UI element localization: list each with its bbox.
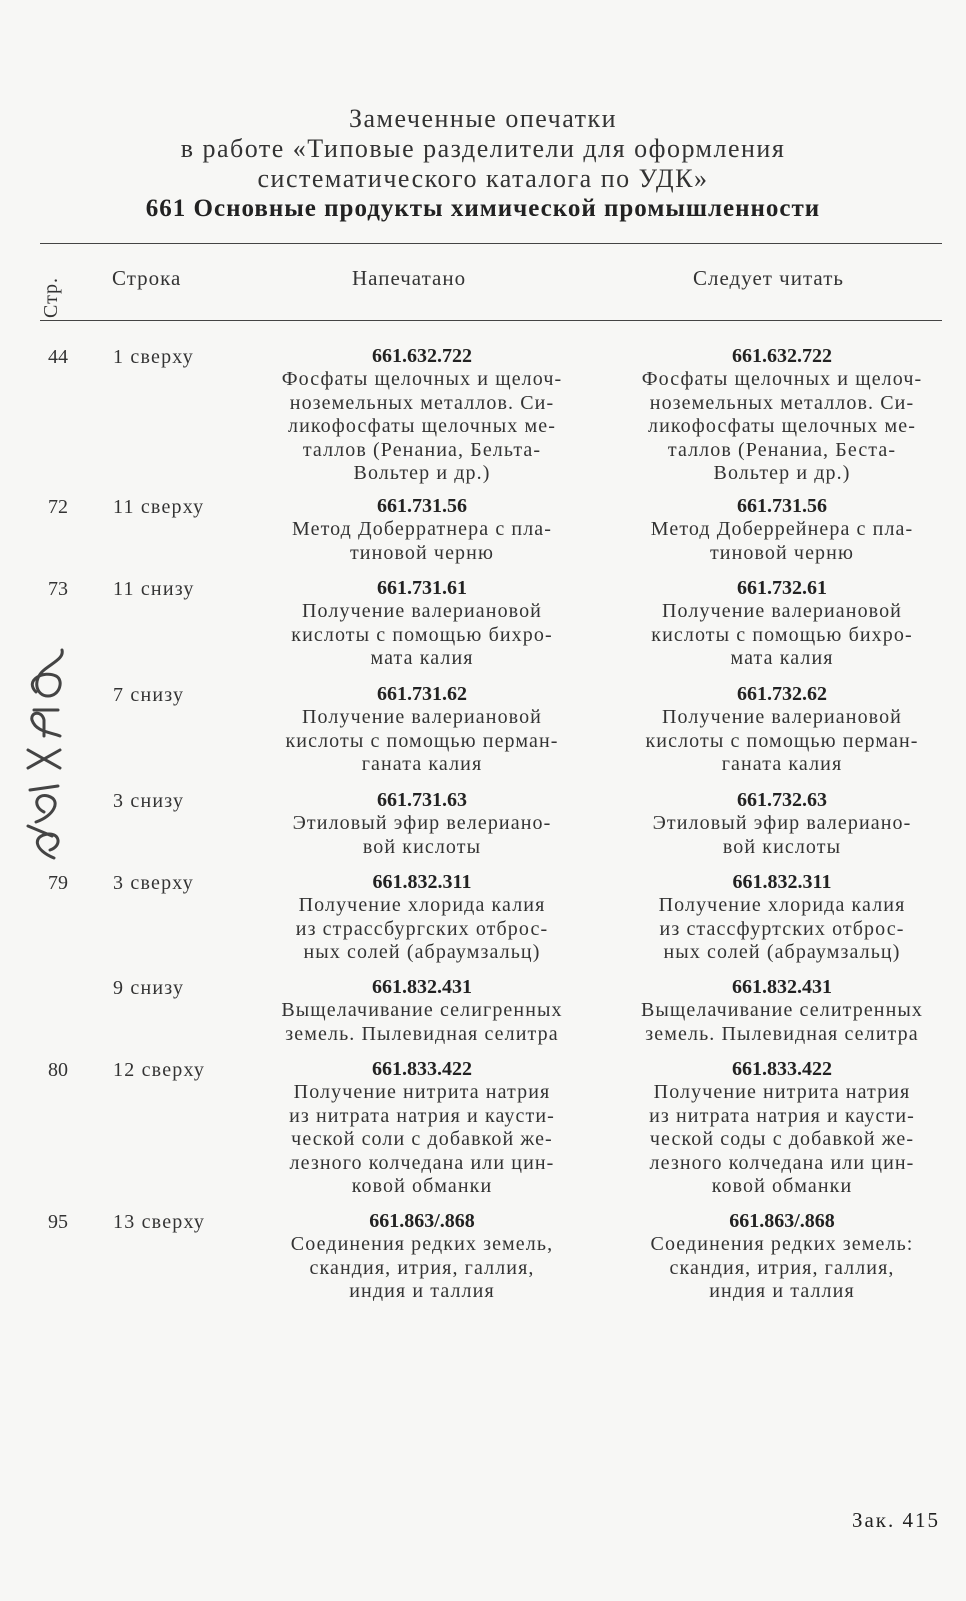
correct-text: Метод Доберрейнера с пла- тиновой черню bbox=[650, 518, 914, 564]
entry-printed bbox=[252, 870, 592, 965]
entry-correct bbox=[612, 494, 952, 565]
entry-row: 11 сверху bbox=[113, 496, 205, 518]
header-line-2: в работе «Типовые разделители для оформления bbox=[180, 134, 786, 163]
entry-row: 13 сверху bbox=[113, 1211, 206, 1233]
entry-printed bbox=[252, 1057, 592, 1199]
errata-entry bbox=[0, 975, 966, 1049]
entry-printed bbox=[252, 1209, 592, 1304]
correct-text: Соединения редких земель: скандия, итрия, галлия, индия и таллия bbox=[650, 1233, 914, 1302]
errata-entry bbox=[0, 788, 966, 862]
entry-row: 9 снизу bbox=[113, 977, 185, 999]
printed-code: 661.832.431 bbox=[372, 976, 472, 998]
printed-code: 661.731.63 bbox=[377, 789, 467, 811]
correct-code: 661.863/.868 bbox=[729, 1210, 835, 1232]
entry-correct bbox=[612, 1209, 952, 1304]
printed-code: 661.731.61 bbox=[377, 577, 467, 599]
entry-correct bbox=[612, 576, 952, 671]
column-header-correct: Следует читать bbox=[693, 266, 844, 290]
entry-printed bbox=[252, 975, 592, 1046]
printed-code: 661.632.722 bbox=[372, 345, 472, 367]
correct-code: 661.731.56 bbox=[737, 495, 827, 517]
correct-code: 661.632.722 bbox=[732, 345, 832, 367]
entry-row: 11 снизу bbox=[113, 578, 195, 600]
correct-code: 661.833.422 bbox=[732, 1058, 832, 1080]
entry-row: 3 снизу bbox=[113, 790, 185, 812]
entry-correct bbox=[612, 870, 952, 965]
entry-page: 44 bbox=[48, 346, 68, 368]
correct-code: 661.732.61 bbox=[737, 577, 827, 599]
printed-text: Метод Доберратнера с пла- тиновой черню bbox=[291, 518, 553, 564]
printed-text: Выщелачивание селигренных земель. Пылевидная селитра bbox=[281, 999, 563, 1045]
printed-code: 661.832.311 bbox=[372, 871, 472, 893]
correct-text: Получение валериановой кислоты с помощью перман- ганата калия bbox=[645, 706, 919, 775]
printed-code: 661.731.56 bbox=[377, 495, 467, 517]
correct-text: Получение нитрита натрия из нитрата натрия и каусти- ческой соды с добавкой же- лезного колчедана или цин- ковой обманки bbox=[649, 1081, 915, 1197]
entry-correct bbox=[612, 682, 952, 777]
correct-text: Фосфаты щелочных и щелоч- ноземельных металлов. Си- ликофосфаты щелочных ме- таллов (Ренаниа, Беста- Вольтер и др.) bbox=[641, 368, 923, 484]
column-header-page-label: Стр. bbox=[40, 276, 62, 318]
correct-code: 661.732.62 bbox=[737, 683, 827, 705]
entry-page: 80 bbox=[48, 1059, 68, 1081]
handwritten-signature bbox=[14, 640, 74, 870]
correct-text: Выщелачивание селитренных земель. Пылевидная селитра bbox=[640, 999, 924, 1045]
entry-row: 12 сверху bbox=[113, 1059, 206, 1081]
entry-row: 3 сверху bbox=[113, 872, 194, 894]
printed-text: Получение нитрита натрия из нитрата натрия и каусти- ческой соли с добавкой же- лезного колчедана или цин- ковой обманки bbox=[289, 1081, 555, 1197]
errata-entry bbox=[0, 682, 966, 780]
entry-row: 1 сверху bbox=[113, 346, 194, 368]
errata-list bbox=[0, 344, 966, 1317]
entry-correct bbox=[612, 788, 952, 859]
printed-text: Соединения редких земель, скандия, итрия, галлия, индия и таллия bbox=[290, 1233, 554, 1302]
entry-correct bbox=[612, 975, 952, 1046]
printed-text: Получение валериановой кислоты с помощью бихро- мата калия bbox=[291, 600, 553, 669]
entry-row: 7 снизу bbox=[113, 684, 185, 706]
entry-printed bbox=[252, 494, 592, 565]
printed-text: Получение валериановой кислоты с помощью перман- ганата калия bbox=[285, 706, 559, 775]
header-line-4: 661 Основные продукты химической промышленности bbox=[145, 195, 821, 222]
entry-page: 73 bbox=[48, 578, 68, 600]
errata-entry bbox=[0, 576, 966, 674]
entry-printed bbox=[252, 576, 592, 671]
correct-text: Этиловый эфир валериано- вой кислоты bbox=[652, 812, 912, 858]
header-rule bbox=[40, 320, 942, 321]
errata-entry bbox=[0, 344, 966, 486]
errata-entry bbox=[0, 494, 966, 568]
entry-printed bbox=[252, 344, 592, 486]
errata-entry bbox=[0, 1209, 966, 1309]
column-header-row: Строка bbox=[112, 266, 182, 290]
column-header-printed: Напечатано bbox=[352, 266, 467, 290]
printed-text: Фосфаты щелочных и щелоч- ноземельных металлов. Си- ликофосфаты щелочных ме- таллов (Ренаниа, Бельта- Вольтер и др.) bbox=[281, 368, 563, 484]
printed-code: 661.863/.868 bbox=[369, 1210, 475, 1232]
entry-printed bbox=[252, 788, 592, 859]
errata-entry bbox=[0, 1057, 966, 1201]
header-line-3: систематического каталога по УДК» bbox=[257, 164, 709, 193]
correct-code: 661.832.311 bbox=[732, 871, 832, 893]
entry-printed bbox=[252, 682, 592, 777]
header-line-1: Замеченные опечатки bbox=[348, 104, 618, 133]
entry-page: 95 bbox=[48, 1211, 68, 1233]
entry-correct bbox=[612, 1057, 952, 1199]
correct-code: 661.732.63 bbox=[737, 789, 827, 811]
header bbox=[0, 104, 966, 224]
correct-code: 661.832.431 bbox=[732, 976, 832, 998]
errata-entry bbox=[0, 870, 966, 967]
order-number: Зак. 415 bbox=[851, 1508, 940, 1532]
column-header-page bbox=[38, 262, 82, 316]
entry-page: 79 bbox=[48, 872, 68, 894]
correct-text: Получение валериановой кислоты с помощью бихро- мата калия bbox=[651, 600, 913, 669]
printed-code: 661.731.62 bbox=[377, 683, 467, 705]
correct-text: Получение хлорида калия из стассфуртских отброс- ных солей (абраумзальц) bbox=[658, 894, 906, 963]
entry-correct bbox=[612, 344, 952, 486]
top-rule bbox=[40, 243, 942, 244]
printed-text: Получение хлорида калия из страссбургских отброс- ных солей (абраумзальц) bbox=[295, 894, 549, 963]
printed-code: 661.833.422 bbox=[372, 1058, 472, 1080]
entry-page: 72 bbox=[48, 496, 68, 518]
printed-text: Этиловый эфир велериано- вой кислоты bbox=[292, 812, 552, 858]
